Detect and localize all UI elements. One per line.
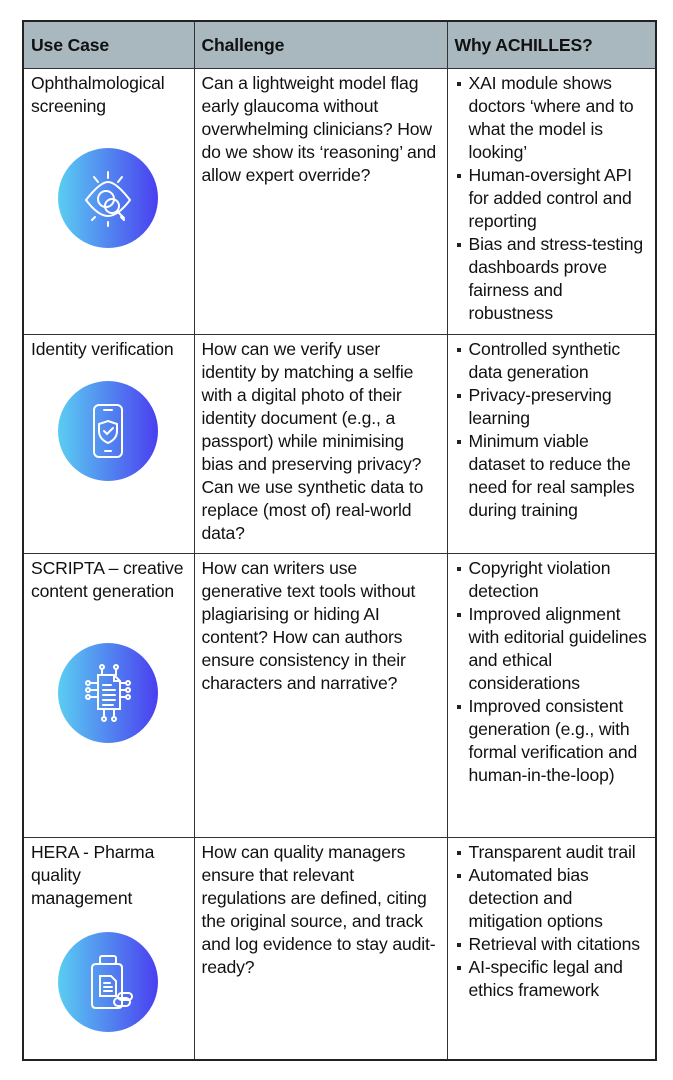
- why-item: Automated bias detection and mitigation options: [455, 864, 648, 933]
- challenge-cell: How can we verify user identity by matching a selfie with a digital photo of their identity document (e.g., a passport) while minimising bias and preserving privacy? Can we use synthetic data to replace (most of) real-world data?: [194, 335, 447, 554]
- why-cell: [447, 554, 656, 838]
- phone-shield-icon: [58, 381, 158, 481]
- use-case-label: Ophthalmological screening: [31, 73, 165, 116]
- table-row: [23, 335, 656, 554]
- why-item: Human-oversight API for added control and reporting: [455, 164, 648, 233]
- use-case-label: SCRIPTA – creative content generation: [31, 558, 184, 601]
- use-case-label: HERA - Pharma quality management: [31, 842, 155, 908]
- header-row: [23, 21, 656, 69]
- use-case-cell: [23, 335, 194, 554]
- why-item: Controlled synthetic data generation: [455, 338, 648, 384]
- eye-magnifier-icon: [58, 148, 158, 248]
- why-item: Improved consistent generation (e.g., with formal verification and human-in-the-loop): [455, 695, 648, 787]
- table-row: [23, 69, 656, 335]
- header-use-case: Use Case: [23, 21, 194, 69]
- challenge-cell: Can a lightweight model flag early glaucoma without overwhelming clinicians? How do we show its ‘reasoning’ and allow expert override?: [194, 69, 447, 335]
- why-item: AI-specific legal and ethics framework: [455, 956, 648, 1002]
- table-row: [23, 554, 656, 838]
- header-challenge: Challenge: [194, 21, 447, 69]
- why-item: Bias and stress-testing dashboards prove fairness and robustness: [455, 233, 648, 325]
- why-item: Privacy-preserving learning: [455, 384, 648, 430]
- why-item: XAI module shows doctors ‘where and to what the model is looking’: [455, 72, 648, 164]
- why-cell: [447, 69, 656, 335]
- use-case-table: [22, 20, 657, 1061]
- table-row: [23, 838, 656, 1061]
- why-item: Minimum viable dataset to reduce the need for real samples during training: [455, 430, 648, 522]
- document-circuit-icon: [58, 643, 158, 743]
- why-item: Transparent audit trail: [455, 841, 648, 864]
- challenge-cell: How can quality managers ensure that relevant regulations are defined, citing the original source, and track and log evidence to stay audit-ready?: [194, 838, 447, 1061]
- challenge-cell: How can writers use generative text tools without plagiarising or hiding AI content? How can authors ensure consistency in their characters and narrative?: [194, 554, 447, 838]
- use-case-cell: [23, 554, 194, 838]
- why-item: Copyright violation detection: [455, 557, 648, 603]
- use-case-cell: [23, 69, 194, 335]
- why-cell: [447, 838, 656, 1061]
- why-cell: [447, 335, 656, 554]
- use-case-cell: [23, 838, 194, 1061]
- header-why: Why ACHILLES?: [447, 21, 656, 69]
- pill-bottle-icon: [58, 932, 158, 1032]
- why-item: Improved alignment with editorial guidelines and ethical considerations: [455, 603, 648, 695]
- why-item: Retrieval with citations: [455, 933, 648, 956]
- use-case-label: Identity verification: [31, 339, 174, 359]
